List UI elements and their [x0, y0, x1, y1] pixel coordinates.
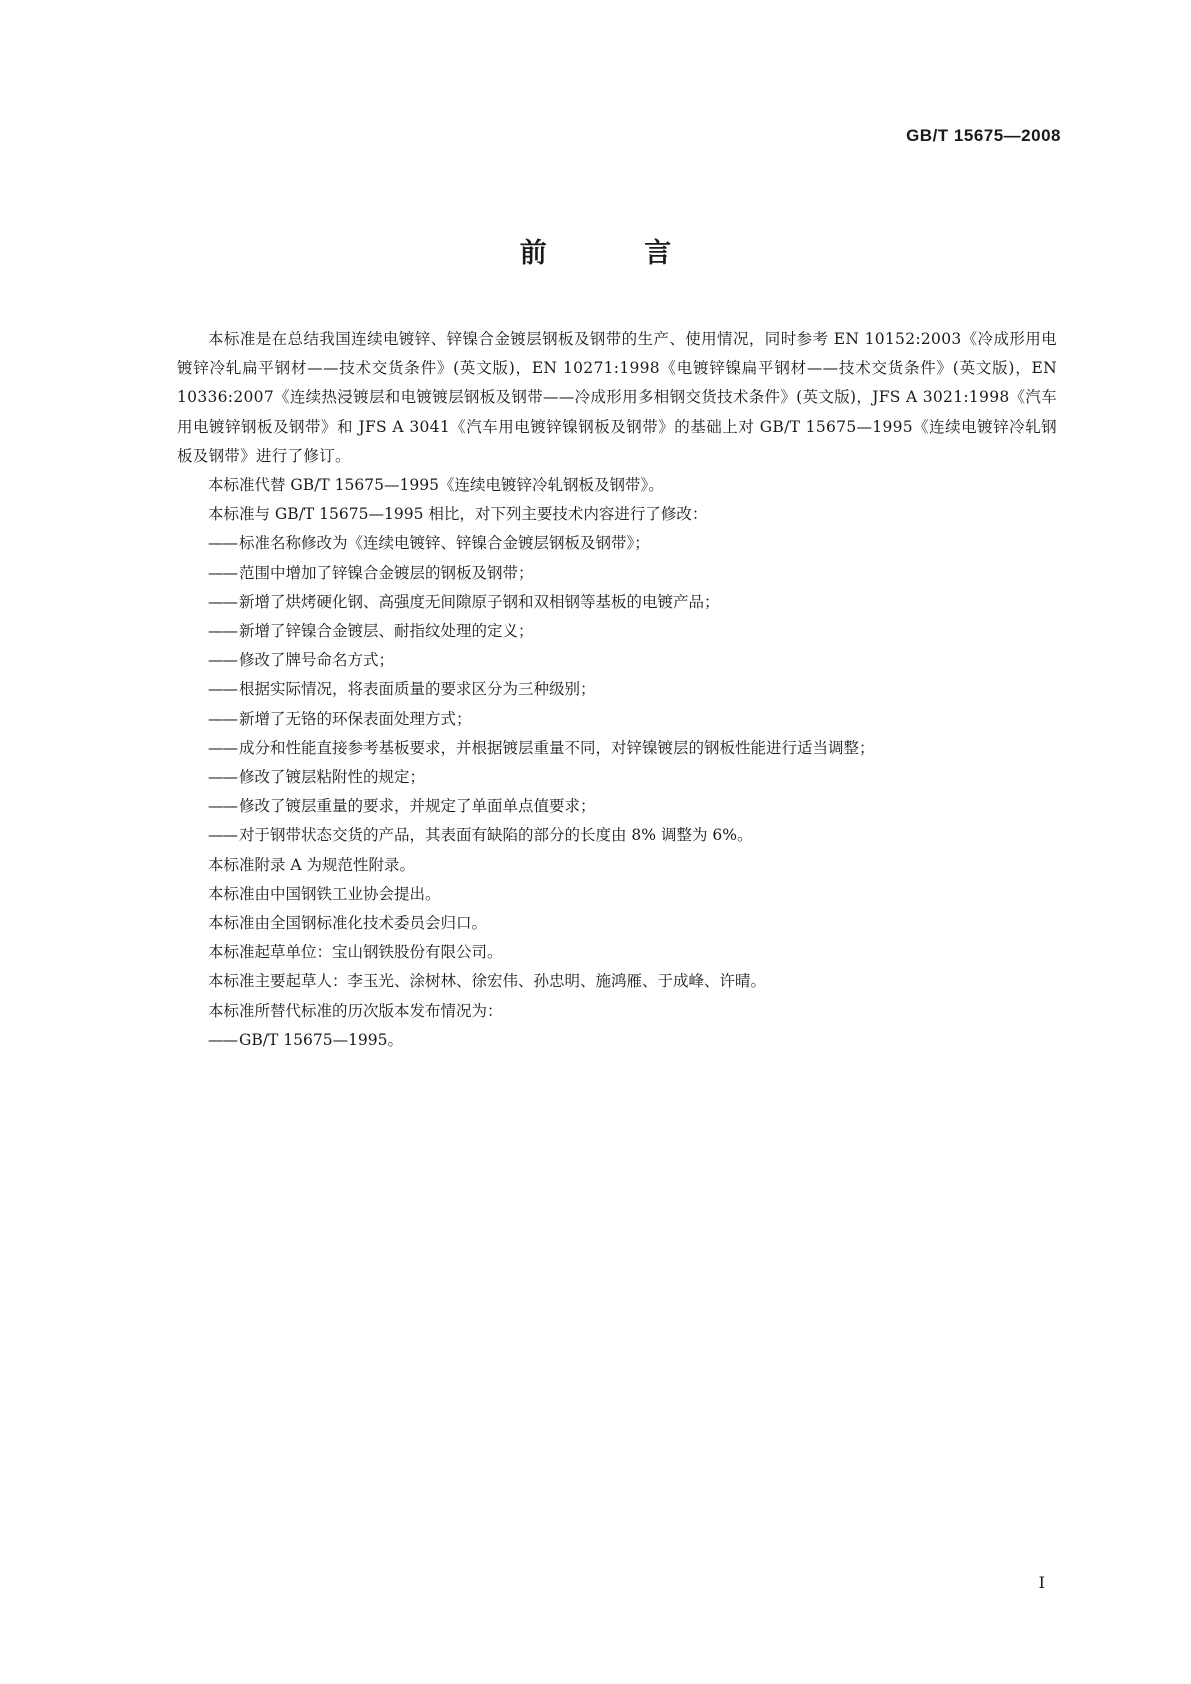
dash-marker: ——: [208, 709, 237, 728]
change-item-text: 对于钢带状态交货的产品，其表面有缺陷的部分的长度由 8% 调整为 6%。: [239, 826, 753, 845]
dash-marker: ——: [208, 738, 237, 757]
annex-note: 本标准附录 A 为规范性附录。: [208, 855, 416, 874]
change-item: [177, 675, 1057, 704]
change-item: [177, 734, 1057, 763]
change-item: [177, 529, 1057, 558]
change-item: [177, 617, 1057, 646]
change-item-text: 新增了锌镍合金镀层、耐指纹处理的定义；: [239, 622, 534, 641]
intro-paragraph: 本标准是在总结我国连续电镀锌、锌镍合金镀层钢板及钢带的生产、使用情况，同时参考 EN 10152:2003《冷成形用电镀锌冷轧扁平钢材——技术交货条件》(英文版)，EN 10271:1998《电镀锌镍扁平钢材——技术交货条件》(英文版)，EN 10336:2007《连续热浸镀层和电镀镀层钢板及钢带——冷成形用多相钢交货技术条件》(英文版)，JFS A 3021:1998《汽车用电镀锌钢板及钢带》和 JFS A 3041《汽车用电镀锌镍钢板及钢带》的基础上对 GB/T 15675—1995《连续电镀锌冷轧钢板及钢带》进行了修订。: [177, 330, 1057, 465]
standard-code: GB/T 15675—2008: [906, 126, 1061, 145]
dash-marker: ——: [208, 592, 237, 611]
change-item: [177, 559, 1057, 588]
change-item-text: 范围中增加了锌镍合金镀层的钢板及钢带；: [239, 563, 534, 582]
change-item: [177, 821, 1057, 850]
page-title: 前 言: [519, 238, 716, 269]
dash-marker: ——: [208, 797, 237, 816]
change-item-text: 成分和性能直接参考基板要求，并根据镀层重量不同，对锌镍镀层的钢板性能进行适当调整；: [239, 738, 875, 757]
dash-marker: ——: [208, 622, 237, 641]
dash-marker: ——: [208, 534, 237, 553]
change-item-text: 修改了牌号命名方式；: [239, 651, 395, 670]
change-item: [177, 646, 1057, 675]
replaces-line: 本标准代替 GB/T 15675—1995《连续电镀锌冷轧钢板及钢带》。: [208, 476, 664, 495]
history-item-text: GB/T 15675—1995。: [239, 1030, 404, 1049]
change-item: [177, 792, 1057, 821]
dash-marker: ——: [208, 680, 237, 699]
change-item-text: 标准名称修改为《连续电镀锌、锌镍合金镀层钢板及钢带》；: [239, 534, 650, 553]
centralized-by: 本标准由全国钢标准化技术委员会归口。: [208, 914, 488, 933]
page-number: I: [1038, 1573, 1045, 1592]
change-item: [177, 588, 1057, 617]
dash-marker: ——: [208, 1030, 237, 1049]
dash-marker: ——: [208, 563, 237, 582]
dash-marker: ——: [208, 768, 237, 787]
dash-marker: ——: [208, 651, 237, 670]
change-item-text: 修改了镀层粘附性的规定；: [239, 768, 426, 787]
dash-marker: ——: [208, 826, 237, 845]
changes-intro-line: 本标准与 GB/T 15675—1995 相比，对下列主要技术内容进行了修改：: [208, 505, 708, 524]
change-item-text: 新增了无铬的环保表面处理方式；: [239, 709, 472, 728]
change-item: [177, 705, 1057, 734]
drafting-unit: 本标准起草单位：宝山钢铁股份有限公司。: [208, 943, 503, 962]
change-item: [177, 763, 1057, 792]
proposed-by: 本标准由中国钢铁工业协会提出。: [208, 884, 441, 903]
change-item-text: 新增了烘烤硬化钢、高强度无间隙原子钢和双相钢等基板的电镀产品；: [239, 592, 720, 611]
change-item-text: 根据实际情况，将表面质量的要求区分为三种级别；: [239, 680, 596, 699]
drafters: 本标准主要起草人：李玉光、涂树林、徐宏伟、孙忠明、施鸿雁、于成峰、许晴。: [208, 972, 767, 991]
history-item: [177, 1026, 1057, 1055]
changes-list: [177, 529, 1057, 850]
change-item-text: 修改了镀层重量的要求，并规定了单面单点值要求；: [239, 797, 596, 816]
foreword-body: [177, 325, 1057, 1055]
history-intro: 本标准所替代标准的历次版本发布情况为：: [208, 1001, 503, 1020]
